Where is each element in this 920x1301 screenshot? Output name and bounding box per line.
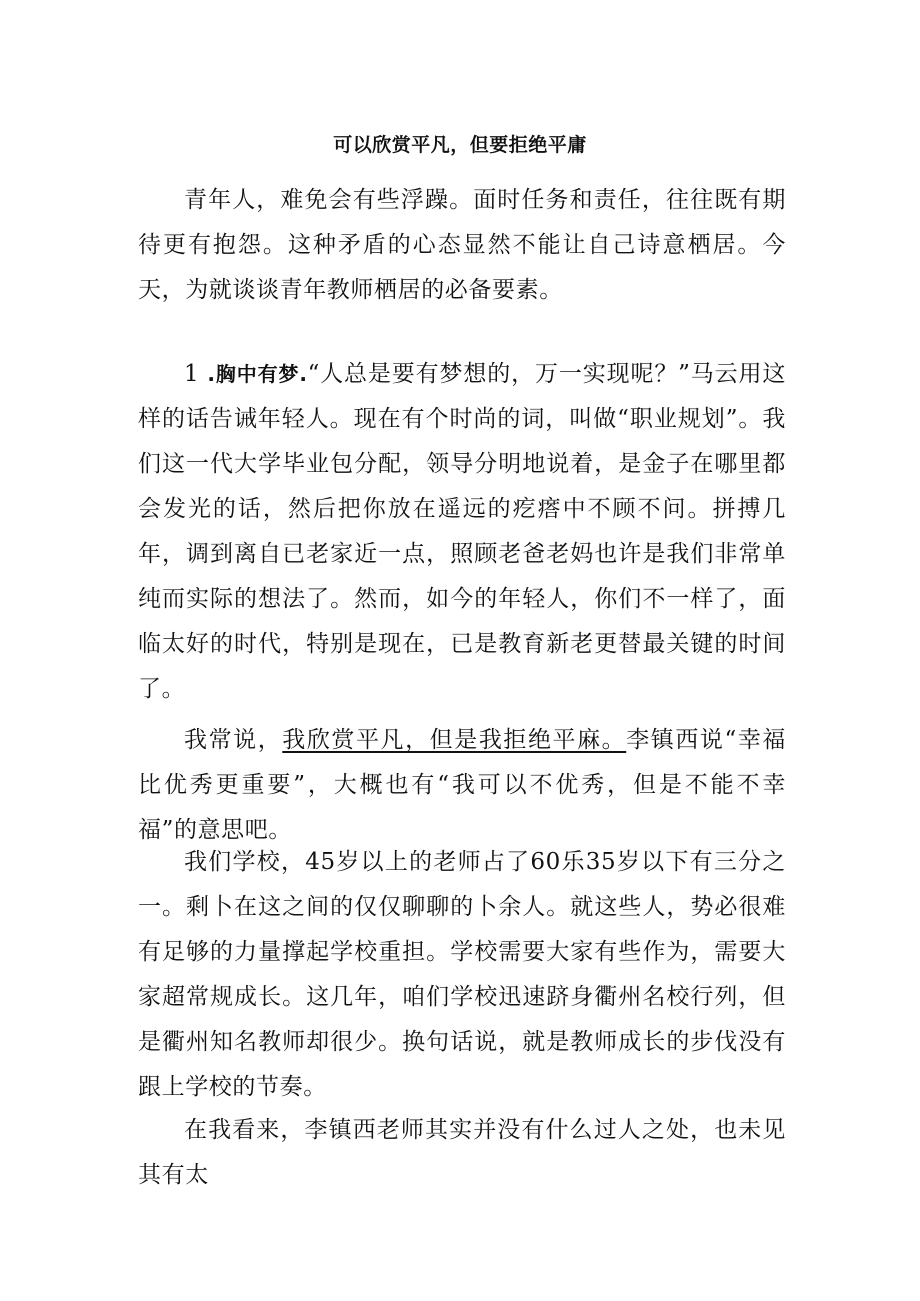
paragraph-intro: 青年人，难免会有些浮躁。面时任务和责任，往往既有期待更有抱怨。这种矛盾的心态显然不能让自己诗意栖居。今天，为就谈谈青年教师栖居的必备要素。 <box>138 187 786 303</box>
paragraph-ordinary-end: 李镇西说“幸福比优秀更重要”，大概也有“我可以不优秀，但是不能不幸福”的意思吧。 <box>138 727 786 843</box>
section-heading: .胸中有梦. <box>207 362 308 386</box>
paragraph-dream-body: “人总是要有梦想的，万一实现呢？”马云用这样的话告诫年轻人。现在有个时尚的词，叫做“职业规划”。我们这一代大学毕业包分配，领导分明地说着，是金子在哪里都会发光的话，然后把你放在遥远的疙瘩中不顾不问。拼搏几年，调到离自已老家近一点，照顾老爸老妈也许是我们非常单纯而实际的想法了。然而，如今的年轻人，你们不一样了，面临太好的时代，特别是现在，已是教育新老更替最关键的时间了。 <box>138 361 787 702</box>
paragraph-ordinary <box>138 718 786 853</box>
paragraph-dream <box>138 352 786 712</box>
underlined-quote: 我欣赏平凡，但是我拒绝平麻。 <box>282 727 627 753</box>
section-number: 1 <box>184 361 200 387</box>
paragraph-school: 我们学校，45岁以上的老师占了60乐35岁以下有三分之一。剩卜在这之间的仅仅聊聊的卜余人。就这些人，势必很难有足够的力量撑起学校重担。学校需要大家有些作为，需要大家超常规成长。这几年，咱们学校迅速跻身衢州名校行列，但是衢州知名教师却很少。换句话说，就是教师成长的步伐没有跟上学校的节奏。 <box>138 849 786 1100</box>
paragraph-li-zhenxi: 在我看来，李镇西老师其实并没有什么过人之处，也未见其有太 <box>138 1117 786 1188</box>
paragraph-ordinary-start: 我常说， <box>184 727 283 753</box>
document-title: 可以欣赏平凡，但要拒绝平庸 <box>333 134 587 156</box>
